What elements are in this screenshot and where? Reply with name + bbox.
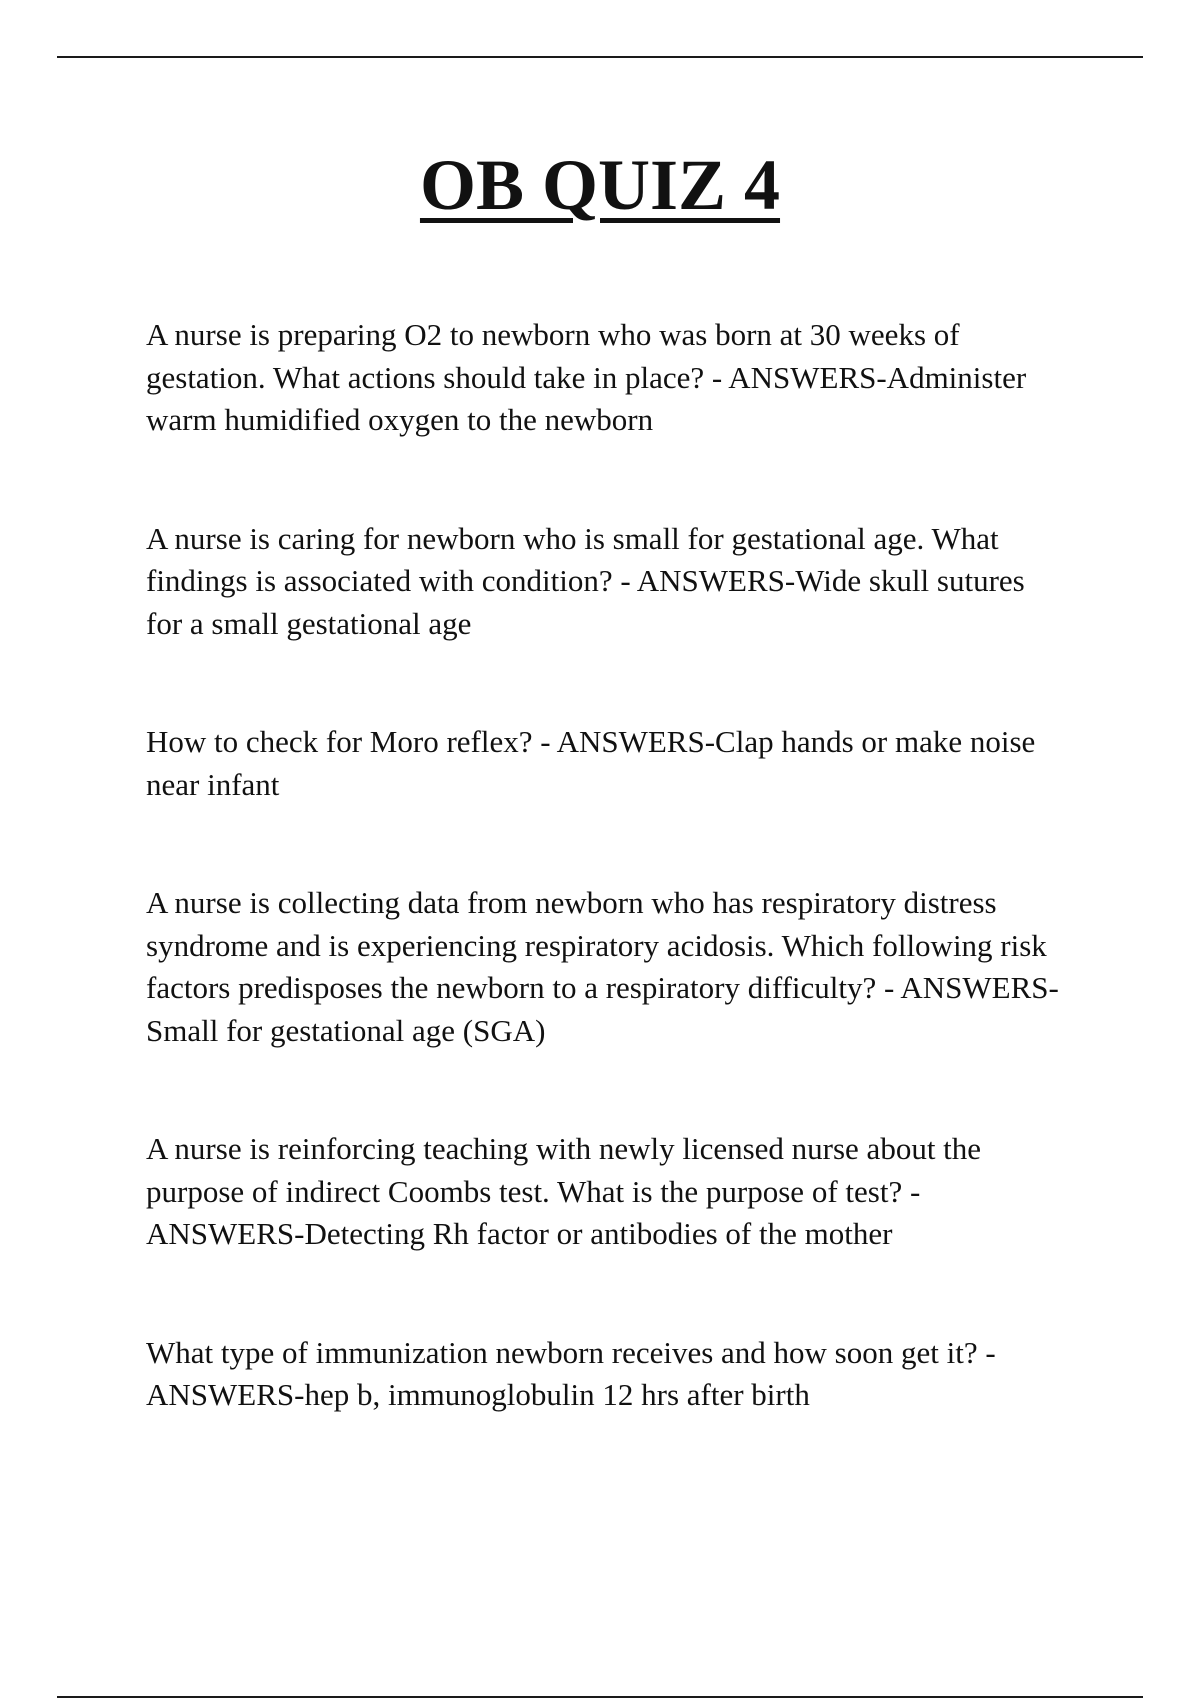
qa-item-5: A nurse is reinforcing teaching with newly licensed nurse about the purpose of indirect Coombs test. What is the purpose of test? - ANSWERS-Detecting Rh factor or antibodies of the mother bbox=[146, 1131, 982, 1251]
qa-item-2: A nurse is caring for newborn who is small for gestational age. What findings is associated with condition? - ANSWERS-Wide skull sutures for a small gestational age bbox=[146, 520, 1025, 641]
bottom-divider bbox=[57, 1696, 1143, 1698]
qa-item-6: What type of immunization newborn receives and how soon get it? - ANSWERS-hep b, immunoglobulin 12 hrs after birth bbox=[146, 1334, 996, 1412]
top-divider bbox=[57, 56, 1143, 58]
qa-item-1: A nurse is preparing O2 to newborn who was born at 30 weeks of gestation. What actions should take in place? - ANSWERS-Administer warm humidified oxygen to the newborn bbox=[146, 317, 1027, 437]
page-title-text: OB QUIZ 4 bbox=[419, 145, 781, 225]
qa-list bbox=[146, 314, 1066, 1493]
page-title bbox=[0, 140, 1200, 230]
qa-item-3: How to check for Moro reflex? - ANSWERS-Clap hands or make noise near infant bbox=[146, 724, 1036, 802]
qa-item-4: A nurse is collecting data from newborn who has respiratory distress syndrome and is experiencing respiratory acidosis. Which following risk factors predisposes the newborn to a respiratory difficulty? - ANSWERS-Small for gestational age (SGA) bbox=[146, 885, 1059, 1048]
